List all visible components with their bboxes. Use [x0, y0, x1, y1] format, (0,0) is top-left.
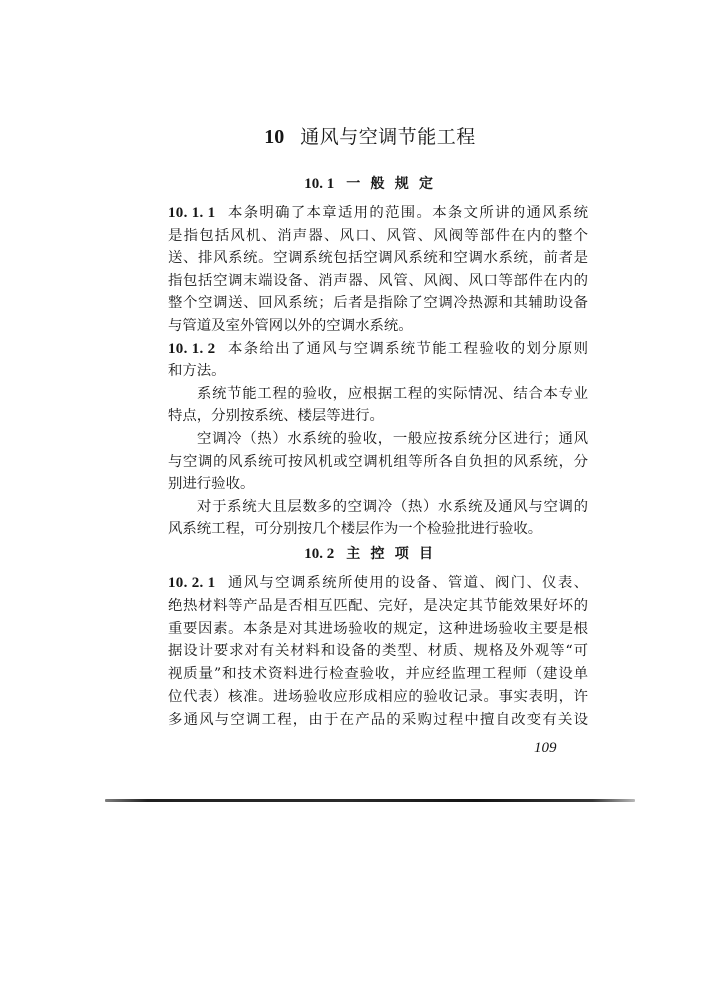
line-text: 本条给出了通风与空调系统节能工程验收的划分原则 [228, 340, 588, 357]
paragraph-line [168, 338, 588, 361]
clause-10-1-1 [168, 202, 588, 338]
line-text: 通风与空调系统所使用的设备、管道、阀门、仪表、 [228, 575, 588, 591]
paragraph-line: 视质量”和技术资料进行检查验收，并应经监理工程师（建设单 [168, 666, 588, 683]
paragraph-line: 和方法。 [168, 363, 226, 380]
paragraph-line: 绝热材料等产品是否相互匹配、完好，是决定其节能效果好坏的 [168, 597, 588, 614]
paragraph-line [168, 202, 588, 225]
paragraph-line: 特点，分别按系统、楼层等进行。 [168, 408, 384, 425]
paragraph-line: 是指包括风机、消声器、风口、风管、风阀等部件在内的整个 [168, 227, 588, 244]
paragraph-line: 送、排风系统。空调系统包括空调风系统和空调水系统，前者是 [168, 250, 588, 267]
clause-10-2-1 [168, 572, 588, 732]
paragraph-line: 据设计要求对有关材料和设备的类型、材质、规格及外观等“可 [168, 643, 588, 660]
line-text: 本条明确了本章适用的范围。本条文所讲的通风系统 [228, 205, 588, 221]
paragraph-line: 别进行验收。 [168, 476, 255, 493]
paragraph-line: 指包括空调末端设备、消声器、风管、风阀、风口等部件在内的 [168, 272, 588, 289]
paragraph-line: 系统节能工程的验收，应根据工程的实际情况、结合本专业 [197, 385, 588, 402]
clause-number: 10. 1. 2 [168, 340, 216, 357]
paragraph-line: 对于系统大且层数多的空调冷（热）水系统及通风与空调的 [197, 498, 588, 515]
paragraph-line: 位代表）核准。进场验收应形成相应的验收记录。事实表明，许 [168, 688, 588, 705]
section-10-2-body [168, 572, 588, 732]
paragraph-line [168, 572, 588, 595]
page-bottom-rule [105, 799, 635, 802]
paragraph-line: 整个空调送、回风系统；后者是指除了空调冷热源和其辅助设备 [168, 295, 588, 312]
paragraph-line: 与空调的风系统可按风机或空调机组等所各自负担的风系统，分 [168, 453, 588, 470]
section-number: 10. 2 [304, 546, 335, 562]
paragraph-line: 空调冷（热）水系统的验收，一般应按系统分区进行；通风 [197, 430, 588, 447]
clause-10-1-2 [168, 338, 588, 541]
chapter-title-text: 通风与空调节能工程 [300, 126, 476, 148]
section-number: 10. 1 [304, 176, 335, 192]
clause-number: 10. 1. 1 [168, 205, 216, 221]
section-title: 主 控 项 目 [346, 546, 436, 562]
clause-number: 10. 2. 1 [168, 575, 216, 591]
chapter-number: 10 [264, 126, 285, 148]
paragraph-line: 与管道及室外管网以外的空调水系统。 [168, 317, 413, 334]
page-number: 109 [534, 740, 557, 756]
section-heading-10-2 [168, 542, 572, 564]
paragraph-line: 多通风与空调工程，由于在产品的采购过程中擅自改变有关设 [168, 711, 588, 728]
paragraph-line: 风系统工程，可分别按几个楼层作为一个检验批进行验收。 [168, 521, 543, 538]
section-heading-10-1 [168, 172, 572, 194]
section-title: 一 般 规 定 [346, 176, 436, 192]
section-10-1-body [168, 202, 588, 541]
chapter-title [168, 124, 572, 150]
paragraph-line: 重要因素。本条是对其进场验收的规定，这种进场验收主要是根 [168, 620, 588, 637]
